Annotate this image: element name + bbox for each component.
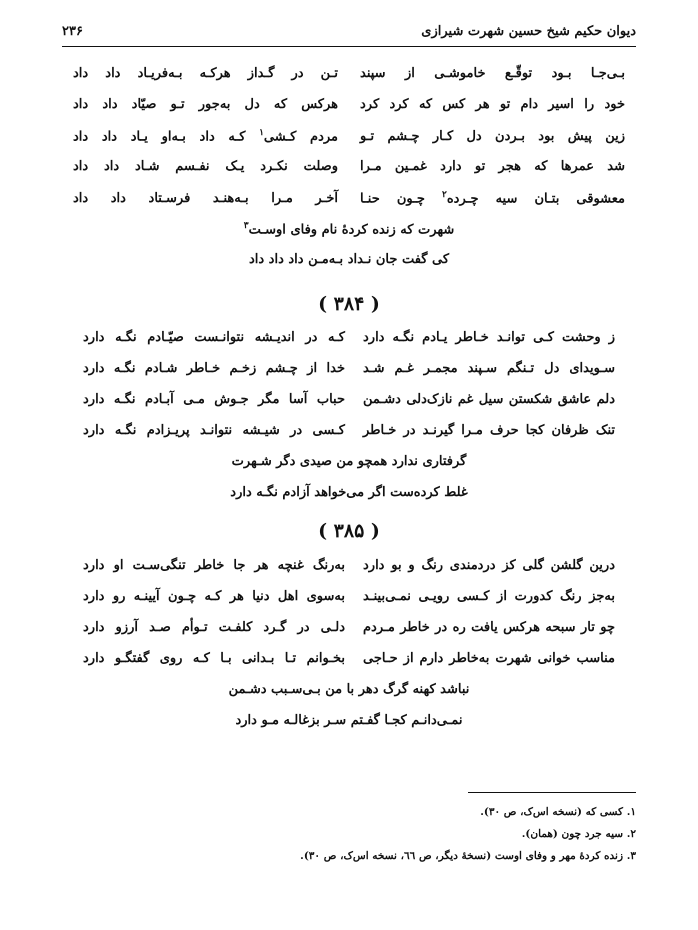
footnotes (62, 806, 636, 872)
couplet (62, 392, 636, 423)
poem-385 (62, 558, 636, 744)
hemistich-right: به‌جز رنگ کدورت از کـسی رویـی نمـی‌بینـد (363, 589, 615, 604)
couplet (62, 66, 636, 97)
footnote-marker: ۳ (243, 221, 249, 231)
closing-text: شهرت که زنده کردهٔ نام وفای اوسـت (248, 222, 455, 238)
hemistich-left: حباب آسا مگر جـوش مـی آبـادم نگـه دارد (83, 392, 345, 407)
hemistich-left: بخـوانم تـا بـدانی بـا کـه روی گفتگـو دارد (83, 651, 345, 666)
hemistich-left: به‌رنگ غنچه هر جا خاطر تنگی‌سـت او دارد (83, 558, 345, 573)
footnote-separator (468, 792, 636, 793)
footnote: ۱. کسی که (نسخه اس‌ک، ص ۳۰). (480, 806, 636, 818)
hemistich-right: تنک ظرفان کجا حرف مـرا گیرنـد در خـاطر (363, 423, 615, 438)
hemistich-right: خود را اسیر دام تو هر کس که کرد کرد (360, 97, 625, 112)
page-header (62, 22, 636, 47)
hemistich-left: به‌سوی اهل دنیا هر کـه چـون آیینـه رو دارد (83, 589, 345, 604)
closing-line: کی گفت جان نـداد بـه‌مـن داد داد داد (248, 252, 450, 267)
poem-section-continued (62, 66, 636, 283)
couplet (62, 620, 636, 651)
closing-line (62, 221, 636, 252)
hemistich-left: آخـر مـرا بـه‌هنـد فرسـتاد داد داد (73, 191, 338, 207)
hemistich-text: کـه داد بـه‌او یـاد داد داد (73, 129, 260, 145)
couplet (62, 423, 636, 454)
hemistich-right: مناسب خوانی شهرت به‌خاطر دارم از حـاجی (363, 651, 615, 666)
hemistich-text: مردم کـشی (263, 129, 339, 145)
hemistich-right: دلم عاشق شکستن سیل غم نازک‌دلی دشـمن (363, 392, 615, 407)
closing-line: غلط کرده‌ست اگر می‌خواهد آزادم نگـه دارد (230, 485, 468, 500)
closing-couplet (62, 682, 636, 744)
hemistich-right (360, 190, 625, 206)
closing-line: نمـی‌دانـم کجـا گفـتم سـر بزغالـه مـو دارد (235, 713, 463, 728)
hemistich-right: ز وحشت کـی توانـد خـاطر یـادم نگـه دارد (363, 330, 615, 345)
hemistich-right: زین پیش بود بـردن دل کـار چـشم تـو (360, 129, 625, 145)
book-title: دیوان حکیم شیخ حسین شهرت شیرازی (421, 24, 636, 39)
hemistich-left: تـن در گـداز هرکـه بـه‌فریـاد داد داد (73, 66, 338, 81)
hemistich-text: معشوقی بتـان سیه چـرده (446, 191, 626, 207)
closing-line: گرفتاری ندارد همچو من صیدی دگر شـهرت (231, 454, 467, 469)
hemistich-right: چو تار سبحه هرکس یافت ره در خاطر مـردم (363, 620, 615, 635)
couplet (62, 97, 636, 128)
hemistich-left: کـسی در شیـشه نتوانـد پریـزادم نگـه دارد (83, 423, 345, 438)
footnote-marker: ۲ (442, 190, 447, 200)
poem-number-384: ( ۳۸۴ ) (318, 293, 380, 315)
hemistich-left: خدا از چـشم زخـم خـاطر شـادم نگـه دارد (83, 361, 345, 376)
footnote-marker: ۱ (259, 128, 264, 138)
closing-line: نباشد کهنه گرگ دهر با من بـی‌سـبب دشـمن (228, 682, 470, 697)
hemistich-left: دلـی در گـرد کلفـت تـوأم صـد آرزو دارد (83, 620, 345, 635)
hemistich-right: سـویدای دل تـنگم سـپند مجمـر غـم شـد (363, 361, 615, 376)
hemistich-left: هرکس که دل به‌جور تـو صیّاد داد داد (73, 97, 338, 112)
page-number: ۲۳۶ (62, 24, 83, 39)
couplet (62, 651, 636, 682)
closing-couplet (62, 221, 636, 283)
hemistich-right: درین گلشن گلی کز دردمندی رنگ و بو دارد (363, 558, 615, 573)
couplet (62, 558, 636, 589)
hemistich-left: کـه در اندیـشه نتوانـست صیّـادم نگـه دارد (83, 330, 345, 345)
footnote: ۳. زنده کردهٔ مهر و وفای اوست (نسخهٔ دیگر، ص ٦٦، نسخه اس‌ک، ص ۳۰). (300, 850, 636, 862)
poem-number-385: ( ۳۸۵ ) (318, 520, 380, 542)
couplet (62, 361, 636, 392)
hemistich-right: شد عمرها که هجر تو دارد غمـین مـرا (360, 159, 625, 174)
hemistich-text: چـون حنـا (360, 191, 443, 207)
couplet (62, 128, 636, 159)
poem-384 (62, 330, 636, 516)
couplet (62, 159, 636, 190)
hemistich-right: بـی‌جـا بـود توقّـع خاموشـی از سپند (360, 66, 625, 81)
hemistich-left (73, 128, 338, 144)
couplet (62, 190, 636, 221)
closing-couplet (62, 454, 636, 516)
hemistich-left: وصلت نکـرد یـک نفـسم شـاد داد داد (73, 159, 338, 174)
footnote: ۲. سیه جرد چون (همان). (521, 828, 636, 840)
couplet (62, 330, 636, 361)
couplet (62, 589, 636, 620)
